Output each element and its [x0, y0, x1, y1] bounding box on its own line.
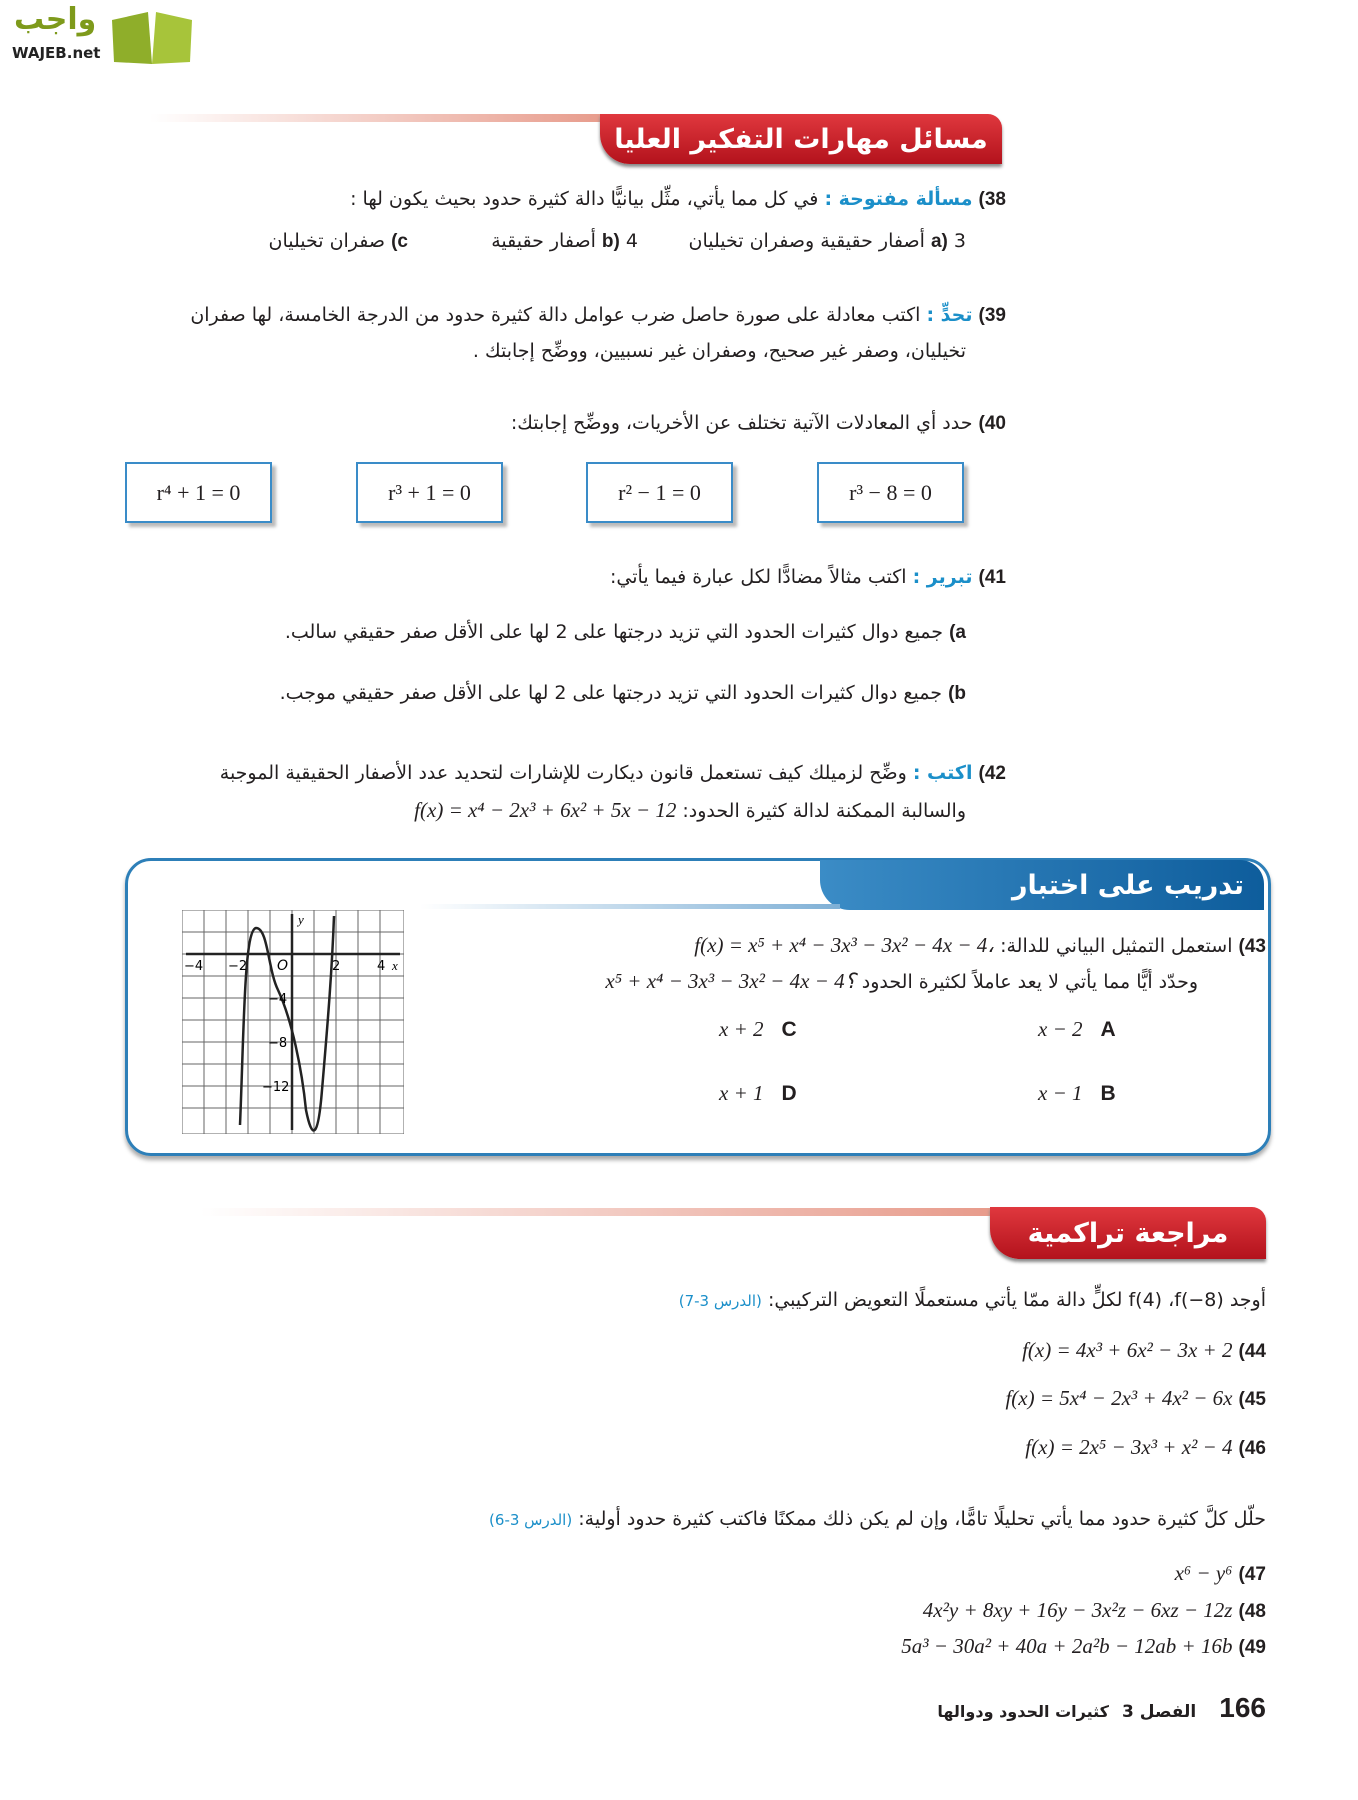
q-keyword: تبرير : [912, 566, 973, 588]
q38-a [688, 230, 966, 253]
q41-b [280, 682, 966, 705]
q38 [350, 188, 1006, 211]
review-intro-1 [679, 1289, 1266, 1311]
equation-box: r² − 1 = 0 [586, 462, 733, 523]
q-letter: b) [948, 683, 966, 704]
banner-fade [200, 1208, 1000, 1216]
y-axis-label: y [298, 912, 304, 927]
equation-box: r⁴ + 1 = 0 [125, 462, 272, 523]
q-text: وحدّد أيًّا مما يأتي لا يعد عاملاً لكثيرة الحدود [861, 971, 1198, 993]
q-letter: a) [930, 231, 948, 252]
q41-a [285, 621, 966, 644]
q-num: 47) [1238, 1564, 1266, 1585]
review-item [1022, 1338, 1266, 1363]
q43-line1 [694, 933, 1266, 958]
section-title-review: مراجعة تراكمية [990, 1207, 1266, 1259]
q42 [220, 762, 1006, 785]
logo [8, 2, 188, 66]
x-tick: −2 [228, 959, 248, 974]
q39 [190, 304, 1006, 327]
option-text: x + 2 [719, 1017, 764, 1041]
q-num: 39) [978, 305, 1006, 326]
q38-c [268, 230, 408, 253]
x-tick: −4 [184, 959, 204, 974]
q-num: 48) [1238, 1601, 1266, 1622]
q-text: 4 أصفار حقيقية [491, 230, 638, 252]
q-letter: a) [949, 622, 966, 643]
q38-b [491, 230, 638, 253]
q43-line2 [605, 969, 1198, 994]
q42-line2 [414, 798, 966, 823]
q-text: 3 أصفار حقيقية وصفران تخيليان [688, 230, 966, 252]
q-text: صفران تخيليان [268, 230, 386, 252]
q39-line2: تخيليان، وصفر غير صحيح، وصفران غير نسبيين، ووضِّح إجابتك . [472, 340, 966, 362]
q-num: 41) [978, 567, 1006, 588]
option-c[interactable] [719, 1017, 797, 1042]
review-item [1005, 1386, 1266, 1411]
q-letter: c) [391, 231, 408, 252]
q-num: 49) [1238, 1637, 1266, 1658]
q-text: والسالبة الممكنة لدالة كثيرة الحدود: [682, 800, 966, 822]
x-tick: 4 [377, 959, 386, 974]
logo-latin: WAJEB.net [12, 44, 101, 62]
q41 [610, 566, 1006, 589]
option-b[interactable] [1038, 1081, 1116, 1106]
q-letter: b) [601, 231, 620, 252]
section-title-hots: مسائل مهارات التفكير العليا [600, 114, 1002, 164]
q-keyword: اكتب : [912, 762, 973, 784]
option-d[interactable] [719, 1081, 797, 1106]
polynomial: f(x) = 4x³ + 6x² − 3x + 2 [1022, 1338, 1233, 1362]
section-title-test: تدريب على اختبار [820, 860, 1264, 910]
option-text: x − 2 [1038, 1017, 1083, 1041]
q-num: 38) [978, 189, 1006, 210]
q-text: حدد أي المعادلات الآتية تختلف عن الأخريات، ووضِّح إجابتك: [510, 412, 973, 434]
y-tick: −8 [268, 1036, 288, 1051]
review-item [901, 1634, 1266, 1659]
option-text: x + 1 [719, 1081, 764, 1105]
q40 [511, 412, 1006, 435]
polynomial: f(x) = x⁴ − 2x³ + 6x² + 5x − 12 [414, 798, 677, 822]
equation-box: r³ + 1 = 0 [356, 462, 503, 523]
polynomial: 5a³ − 30a² + 40a + 2a²b − 12ab + 16b [901, 1634, 1233, 1658]
review-intro-2 [489, 1508, 1266, 1530]
q-num: 42) [978, 763, 1006, 784]
polynomial: 4x²y + 8xy + 16y − 3x²z − 6xz − 12z [922, 1598, 1233, 1622]
chapter-title: كثيرات الحدود ودوالها [937, 1702, 1109, 1721]
q-text: جميع دوال كثيرات الحدود التي تزيد درجتها على 2 لها على الأقل صفر حقيقي موجب. [279, 682, 943, 704]
q-text: في كل مما يأتي، مثِّل بيانيًّا دالة كثيرة حدود بحيث يكون لها : [350, 188, 819, 210]
q-num: 40) [978, 413, 1006, 434]
review-item [1025, 1435, 1266, 1460]
q-num: 46) [1238, 1438, 1266, 1459]
review-item [1175, 1561, 1266, 1586]
q-num: 43) [1238, 936, 1266, 957]
polynomial: f(x) = x⁵ + x⁴ − 3x³ − 3x² − 4x − 4، [694, 933, 995, 957]
option-a[interactable] [1038, 1017, 1116, 1042]
x-axis-label: x [392, 958, 398, 973]
lesson-ref: (الدرس 3-6) [489, 1511, 573, 1529]
banner-fade [420, 904, 840, 909]
option-letter: D [781, 1082, 797, 1105]
q-text: وضِّح لزميلك كيف تستعمل قانون ديكارت للإشارات لتحديد عدد الأصفار الحقيقية الموجبة [219, 762, 907, 784]
q-text: جميع دوال كثيرات الحدود التي تزيد درجتها على 2 لها على الأقل صفر حقيقي سالب. [284, 621, 944, 643]
equation-box: r³ − 8 = 0 [817, 462, 964, 523]
chapter-label: الفصل 3 [1122, 1702, 1197, 1722]
q-keyword: مسألة مفتوحة : [824, 188, 973, 210]
option-letter: B [1100, 1082, 1116, 1105]
review-item [923, 1598, 1266, 1623]
logo-arabic: واجب [14, 2, 97, 37]
y-tick: −12 [262, 1080, 290, 1095]
polynomial: x⁵ + x⁴ − 3x³ − 3x² − 4x − 4؟ [605, 969, 856, 993]
footer [937, 1692, 1266, 1724]
q-keyword: تحدٍّ : [926, 304, 973, 326]
banner-fade [150, 114, 610, 122]
curve [240, 916, 334, 1130]
polynomial: f(x) = 2x⁵ − 3x³ + x² − 4 [1025, 1435, 1233, 1459]
function-graph [182, 910, 404, 1134]
x-tick: 2 [332, 959, 341, 974]
option-letter: C [781, 1018, 797, 1041]
q-text: اكتب معادلة على صورة حاصل ضرب عوامل دالة كثيرة حدود من الدرجة الخامسة، لها صفران [190, 304, 921, 326]
y-tick: −4 [268, 992, 288, 1007]
page-number: 166 [1219, 1692, 1266, 1723]
option-text: x − 1 [1038, 1081, 1083, 1105]
origin-label: O [277, 958, 289, 974]
q-num: 45) [1238, 1389, 1266, 1410]
book-icon [108, 6, 196, 66]
option-letter: A [1100, 1018, 1116, 1041]
lesson-ref: (الدرس 3-7) [678, 1292, 762, 1310]
polynomial: f(x) = 5x⁴ − 2x³ + 4x² − 6x [1005, 1386, 1233, 1410]
q-text: استعمل التمثيل البياني للدالة: [1000, 935, 1233, 957]
q-text: اكتب مثالاً مضادًّا لكل عبارة فيما يأتي: [610, 566, 907, 588]
polynomial: x⁶ − y⁶ [1174, 1561, 1233, 1585]
intro-text: حلّل كلَّ كثيرة حدود مما يأتي تحليلًا تامًّا، وإن لم يكن ذلك ممكنًا فاكتب كثيرة حدود أولية: [578, 1508, 1266, 1530]
intro-text: أوجد f(4) ،f(−8) لكلٍّ دالة ممّا يأتي مستعملًا التعويض التركيبي: [767, 1289, 1266, 1311]
q-num: 44) [1238, 1341, 1266, 1362]
